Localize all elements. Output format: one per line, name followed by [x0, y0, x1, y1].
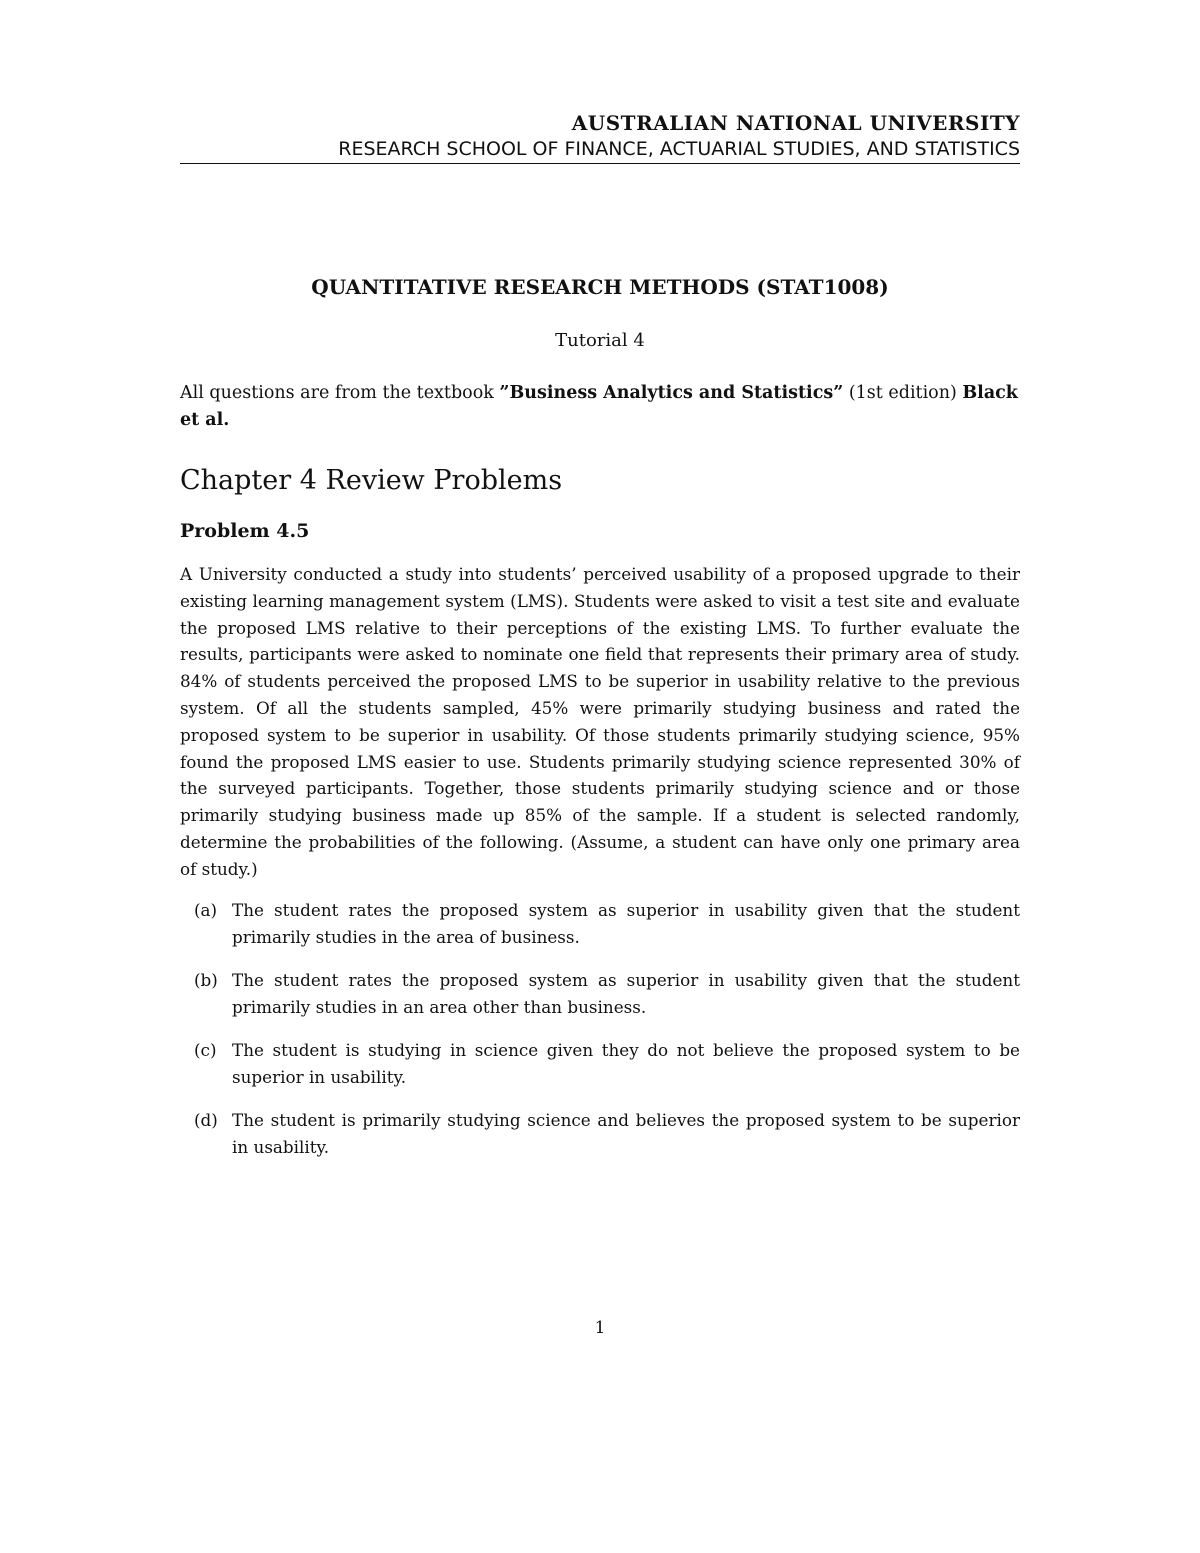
- part-text: The student rates the proposed system as superior in usability given that the student primarily studies in the area of business.: [232, 900, 1020, 947]
- part-label: (b): [194, 970, 218, 990]
- problem-part-a: [180, 897, 1020, 951]
- chapter-heading: Chapter 4 Review Problems: [180, 465, 563, 496]
- problem-part-c: [180, 1037, 1020, 1091]
- header-divider: [180, 163, 1020, 164]
- source-prefix: All questions are from the textbook: [180, 383, 500, 403]
- problem-parts: [180, 897, 1020, 1177]
- source-edition: (1st edition): [843, 383, 963, 403]
- document-page: [180, 0, 1020, 1553]
- problem-part-b: [180, 967, 1020, 1021]
- part-text: The student rates the proposed system as superior in usability given that the student primarily studies in an area other than business.: [232, 970, 1020, 1017]
- problem-part-d: [180, 1107, 1020, 1161]
- problem-statement: A University conducted a study into students’ perceived usability of a proposed upgrade to their existing learning management system (LMS). Students were asked to visit a test site and evaluate the proposed LMS relative to their perceptions of the existing LMS. To further evaluate the results, participants were asked to nominate one field that represents their primary area of study. 84% of students perceived the proposed LMS to be superior in usability relative to the previous system. Of all the students sampled, 45% were primarily studying business and rated the proposed system to be superior in usability. Of those students primarily studying science, 95% found the proposed LMS easier to use. Students primarily studying science represented 30% of the surveyed participants. Together, those students primarily studying science and or those primarily studying business made up 85% of the sample. If a student is selected randomly, determine the probabilities of the following. (Assume, a student can have only one primary area of study.): [180, 564, 1020, 879]
- part-label: (c): [194, 1040, 217, 1060]
- part-text: The student is studying in science given they do not believe the proposed system to be superior in usability.: [232, 1040, 1020, 1087]
- course-title: QUANTITATIVE RESEARCH METHODS (STAT1008): [311, 275, 889, 299]
- source-book-title: ”Business Analytics and Statistics”: [499, 383, 844, 403]
- tutorial-number: Tutorial 4: [555, 330, 645, 351]
- part-label: (d): [194, 1110, 218, 1130]
- page-number: 1: [594, 1318, 606, 1338]
- source-authors: Black et al.: [180, 383, 1018, 430]
- part-text: The student is primarily studying science and believes the proposed system to be superior in usability.: [232, 1110, 1020, 1157]
- problem-title: Problem 4.5: [180, 520, 310, 542]
- university-name: AUSTRALIAN NATIONAL UNIVERSITY: [571, 111, 1020, 135]
- part-label: (a): [194, 900, 218, 920]
- source-note: [180, 380, 1020, 434]
- school-name: RESEARCH SCHOOL OF FINANCE, ACTUARIAL STUDIES, AND STATISTICS: [338, 138, 1020, 160]
